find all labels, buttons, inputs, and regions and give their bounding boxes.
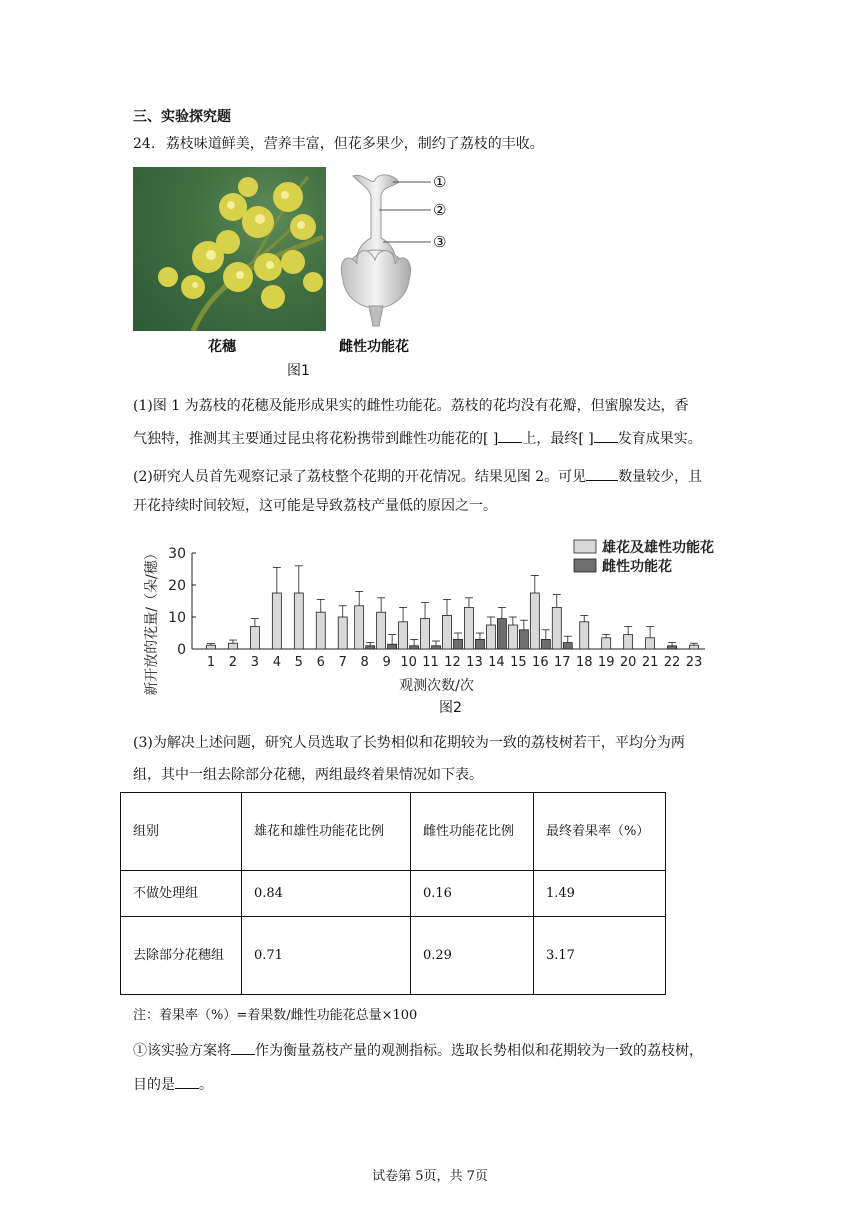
table-header-cell: 雄花和雄性功能花比例 — [242, 793, 411, 871]
y-tick-label: 10 — [168, 610, 186, 626]
table-header-row — [121, 793, 666, 871]
table-cell: 0.84 — [242, 871, 411, 917]
bar — [508, 625, 517, 649]
legend-swatch — [574, 540, 596, 553]
bar — [475, 639, 484, 649]
x-tick-label: 6 — [316, 655, 325, 670]
part3-line1: (3)为解决上述问题，研究人员选取了长势相似和花期较为一致的荔枝树若干，平均分为两 — [133, 735, 685, 751]
part3-q1-line2b: 。 — [199, 1077, 213, 1093]
bar — [388, 644, 397, 649]
marker-1: ① — [433, 173, 447, 191]
x-tick-label: 19 — [597, 655, 615, 670]
table-header-cell: 组别 — [121, 793, 242, 871]
table-header-cell: 雌性功能花比例 — [411, 793, 534, 871]
bar — [316, 612, 325, 649]
bar — [399, 622, 408, 649]
x-tick-label: 20 — [619, 655, 637, 670]
section-title: 三、实验探究题 — [133, 109, 231, 125]
bar — [580, 622, 589, 649]
x-tick-label: 12 — [444, 655, 461, 670]
bar — [228, 643, 237, 649]
bar — [377, 612, 386, 649]
y-axis-label: 新开放的花量/（朵/穗） — [144, 546, 160, 696]
bar — [443, 615, 452, 649]
x-tick-label: 15 — [510, 655, 527, 670]
page-footer: 试卷第 5页，共 7页 — [372, 1169, 488, 1184]
part3-q1-line1a: ①该实验方案将 — [133, 1043, 231, 1059]
x-tick-label: 5 — [294, 655, 303, 670]
x-tick-label: 7 — [338, 655, 347, 670]
question-stem-text: 荔枝味道鲜美，营养丰富，但花多果少，制约了荔枝的丰收。 — [165, 136, 544, 152]
answer-blank[interactable] — [175, 1074, 199, 1089]
table-cell: 0.16 — [411, 871, 534, 917]
figure1-label-spike: 花穗 — [208, 339, 236, 355]
x-tick-label: 9 — [382, 655, 391, 670]
x-tick-label: 22 — [663, 655, 681, 670]
bar — [690, 645, 699, 649]
legend-swatch — [574, 559, 596, 572]
legend-label: 雄花及雄性功能花 — [602, 540, 714, 556]
x-tick-label: 11 — [422, 655, 439, 670]
x-tick-label: 3 — [250, 655, 260, 670]
x-axis-label: 观测次数/次 — [399, 678, 474, 694]
bar — [464, 607, 473, 649]
part3-q1-line1 — [133, 1040, 703, 1061]
table-cell: 3.17 — [534, 917, 666, 995]
bar — [432, 646, 441, 649]
bar — [294, 593, 303, 649]
table-row — [121, 871, 666, 917]
part1-line2c: 发育成果实。 — [617, 431, 702, 447]
table-cell: 去除部分花穗组 — [121, 917, 242, 995]
part2-line1 — [133, 466, 702, 487]
flower-spike-photo — [133, 167, 326, 331]
part1-line2 — [133, 428, 702, 449]
bar — [563, 643, 572, 649]
bar — [366, 646, 375, 649]
question-stem — [133, 134, 544, 154]
x-tick-label: 18 — [575, 655, 593, 670]
bar — [338, 617, 347, 649]
bar — [541, 639, 550, 649]
bar — [206, 645, 215, 649]
x-tick-label: 10 — [400, 655, 417, 670]
part3-q1-line2a: 目的是 — [133, 1077, 175, 1093]
answer-blank[interactable] — [231, 1040, 255, 1055]
table-cell: 0.29 — [411, 917, 534, 995]
x-tick-label: 14 — [488, 655, 505, 670]
table-row — [121, 917, 666, 995]
x-tick-label: 13 — [466, 655, 483, 670]
x-tick-label: 16 — [532, 655, 549, 670]
bar — [668, 646, 677, 649]
bar — [530, 593, 539, 649]
bar — [497, 619, 506, 649]
x-tick-label: 21 — [641, 655, 659, 670]
y-tick-label: 0 — [177, 642, 186, 658]
results-table — [120, 792, 666, 995]
figure1-caption: 图1 — [287, 363, 310, 379]
marker-3: ③ — [433, 233, 447, 251]
answer-blank[interactable] — [594, 428, 618, 443]
bar — [624, 635, 633, 649]
table-header-cell: 最终着果率（%） — [534, 793, 666, 871]
part1-line2a: 气独特，推测其主要通过昆虫将花粉携带到雌性功能花的[ ] — [133, 431, 499, 447]
table-note: 注：着果率（%）=着果数/雌性功能花总量×100 — [133, 1008, 418, 1023]
part2-line2: 开花持续时间较短，这可能是导致荔枝产量低的原因之一。 — [133, 498, 497, 514]
part1-line1: (1)图 1 为荔枝的花穗及能形成果实的雌性功能花。荔枝的花均没有花瓣，但蜜腺发达，香 — [133, 398, 689, 414]
x-tick-label: 17 — [554, 655, 571, 670]
bar — [454, 639, 463, 649]
bar — [410, 646, 419, 649]
y-tick-label: 20 — [168, 578, 186, 594]
bar — [272, 593, 281, 649]
x-tick-label: 23 — [685, 655, 703, 670]
bar — [355, 606, 364, 649]
x-tick-label: 4 — [272, 655, 281, 670]
bar — [250, 627, 259, 649]
legend-label: 雌性功能花 — [602, 559, 672, 575]
table-cell: 不做处理组 — [121, 871, 242, 917]
question-number: 24. — [133, 136, 156, 152]
table-cell: 1.49 — [534, 871, 666, 917]
x-tick-label: 8 — [360, 655, 369, 670]
answer-blank[interactable] — [586, 466, 618, 481]
x-tick-label: 2 — [228, 655, 238, 670]
figure2-caption: 图2 — [439, 700, 462, 716]
bar — [646, 638, 655, 649]
x-tick-label: 1 — [206, 655, 216, 670]
bar — [519, 630, 528, 649]
bar — [602, 638, 611, 649]
female-flower-diagram — [335, 168, 465, 333]
bar — [486, 625, 495, 649]
part3-line2: 组，其中一组去除部分花穗，两组最终着果情况如下表。 — [133, 767, 483, 783]
bar — [421, 619, 430, 649]
bar — [552, 607, 561, 649]
part3-q1-line1b: 作为衡量荔枝产量的观测指标。选取长势相似和花期较为一致的荔枝树， — [255, 1043, 703, 1059]
table-cell: 0.71 — [242, 917, 411, 995]
part1-line2b: 上，最终[ ] — [522, 431, 594, 447]
figure2-chart — [140, 528, 740, 696]
marker-2: ② — [433, 201, 447, 219]
part3-q1-line2 — [133, 1074, 213, 1095]
y-tick-label: 30 — [168, 546, 186, 562]
answer-blank[interactable] — [498, 428, 522, 443]
part2-line1b: 数量较少，且 — [618, 469, 703, 485]
part2-line1a: (2)研究人员首先观察记录了荔枝整个花期的开花情况。结果见图 2。可见 — [133, 469, 587, 485]
figure1-label-female: 雌性功能花 — [339, 339, 409, 355]
